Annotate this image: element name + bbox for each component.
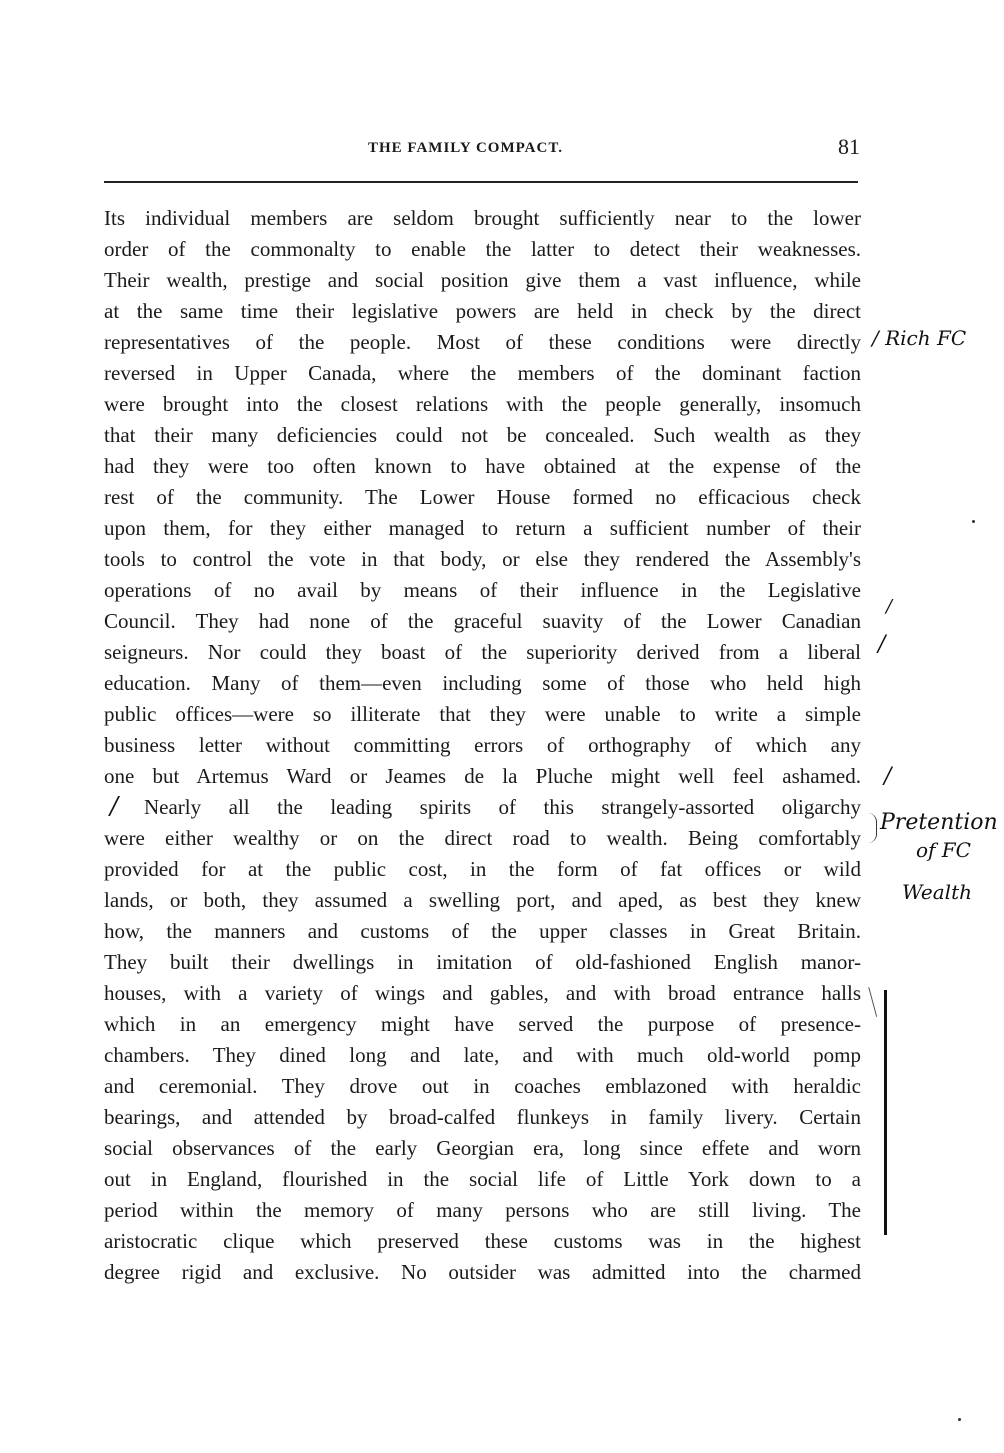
margin-dot: [972, 520, 975, 523]
margin-dot: [958, 1418, 961, 1421]
text-line: degree rigid and exclusive. No outsider was admitted into the charmed: [104, 1260, 861, 1284]
margin-check-mark: /: [878, 632, 886, 657]
text-line: at the same time their legislative powers are held in check by the direct: [104, 299, 861, 323]
text-line: chambers. They dined long and late, and with much old-world pomp: [104, 1043, 861, 1067]
page-number: 81: [838, 134, 860, 159]
margin-note-of-fc: of FC: [916, 838, 971, 862]
text-line: bearings, and attended by broad-calfed flunkeys in family livery. Certain: [104, 1105, 861, 1129]
text-line: tools to control the vote in that body, or else they rendered the Assembly's: [104, 547, 861, 571]
margin-slash-mark: /: [886, 596, 893, 617]
text-line: aristocratic clique which preserved these customs was in the highest: [104, 1229, 861, 1253]
text-line: seigneurs. Nor could they boast of the superiority derived from a liberal: [104, 640, 861, 664]
text-line: upon them, for they either managed to return a sufficient number of their: [104, 516, 861, 540]
margin-note-wealth: Wealth: [902, 880, 972, 904]
margin-note-rich-fc: / Rich FC: [872, 326, 967, 350]
text-line: representatives of the people. Most of these conditions were directly: [104, 330, 861, 354]
text-line: one but Artemus Ward or Jeames de la Pluche might well feel ashamed.: [104, 764, 861, 788]
paragraph-slash-mark: /: [110, 792, 119, 820]
text-line: education. Many of them—even including some of those who held high: [104, 671, 861, 695]
margin-note-pretention: Pretention: [880, 810, 998, 835]
text-line: operations of no avail by means of their influence in the Legislative: [104, 578, 861, 602]
margin-slash-mark: /: [884, 764, 892, 789]
text-line: social observances of the early Georgian era, long since effete and worn: [104, 1136, 861, 1160]
header-rule: [104, 181, 858, 183]
text-line: period within the memory of many persons who are still living. The: [104, 1198, 861, 1222]
text-line: Its individual members are seldom brought sufficiently near to the lower: [104, 206, 861, 230]
text-line: out in England, flourished in the social life of Little York down to a: [104, 1167, 861, 1191]
text-line: reversed in Upper Canada, where the members of the dominant faction: [104, 361, 861, 385]
text-line: provided for at the public cost, in the form of fat offices or wild: [104, 857, 861, 881]
text-line: Council. They had none of the graceful suavity of the Lower Canadian: [104, 609, 861, 633]
text-line: lands, or both, they assumed a swelling port, and aped, as best they knew: [104, 888, 861, 912]
margin-vertical-bar: [884, 990, 887, 1235]
text-line: were either wealthy or on the direct road to wealth. Being comfortably: [104, 826, 861, 850]
text-line: and ceremonial. They drove out in coaches emblazoned with heraldic: [104, 1074, 861, 1098]
text-line: They built their dwellings in imitation of old-fashioned English manor-: [104, 950, 861, 974]
text-line: which in an emergency might have served the purpose of presence-: [104, 1012, 861, 1036]
text-line: Their wealth, prestige and social position give them a vast influence, while: [104, 268, 861, 292]
text-line: business letter without committing errors of orthography of which any: [104, 733, 861, 757]
text-line: were brought into the closest relations with the people generally, insomuch: [104, 392, 861, 416]
text-line: how, the manners and customs of the upper classes in Great Britain.: [104, 919, 861, 943]
text-line: rest of the community. The Lower House formed no efficacious check: [104, 485, 861, 509]
body-text: [104, 203, 861, 1288]
text-line-indented: Nearly all the leading spirits of this strangely-assorted oligarchy: [144, 795, 861, 819]
text-line: houses, with a variety of wings and gables, and with broad entrance halls: [104, 981, 861, 1005]
text-line: had they were too often known to have obtained at the expense of the: [104, 454, 861, 478]
text-line: public offices—were so illiterate that they were unable to write a simple: [104, 702, 861, 726]
text-line: order of the commonalty to enable the latter to detect their weaknesses.: [104, 237, 861, 261]
running-head: THE FAMILY COMPACT.: [368, 140, 563, 156]
text-line: that their many deficiencies could not be concealed. Such wealth as they: [104, 423, 861, 447]
margin-brace: [868, 813, 877, 843]
